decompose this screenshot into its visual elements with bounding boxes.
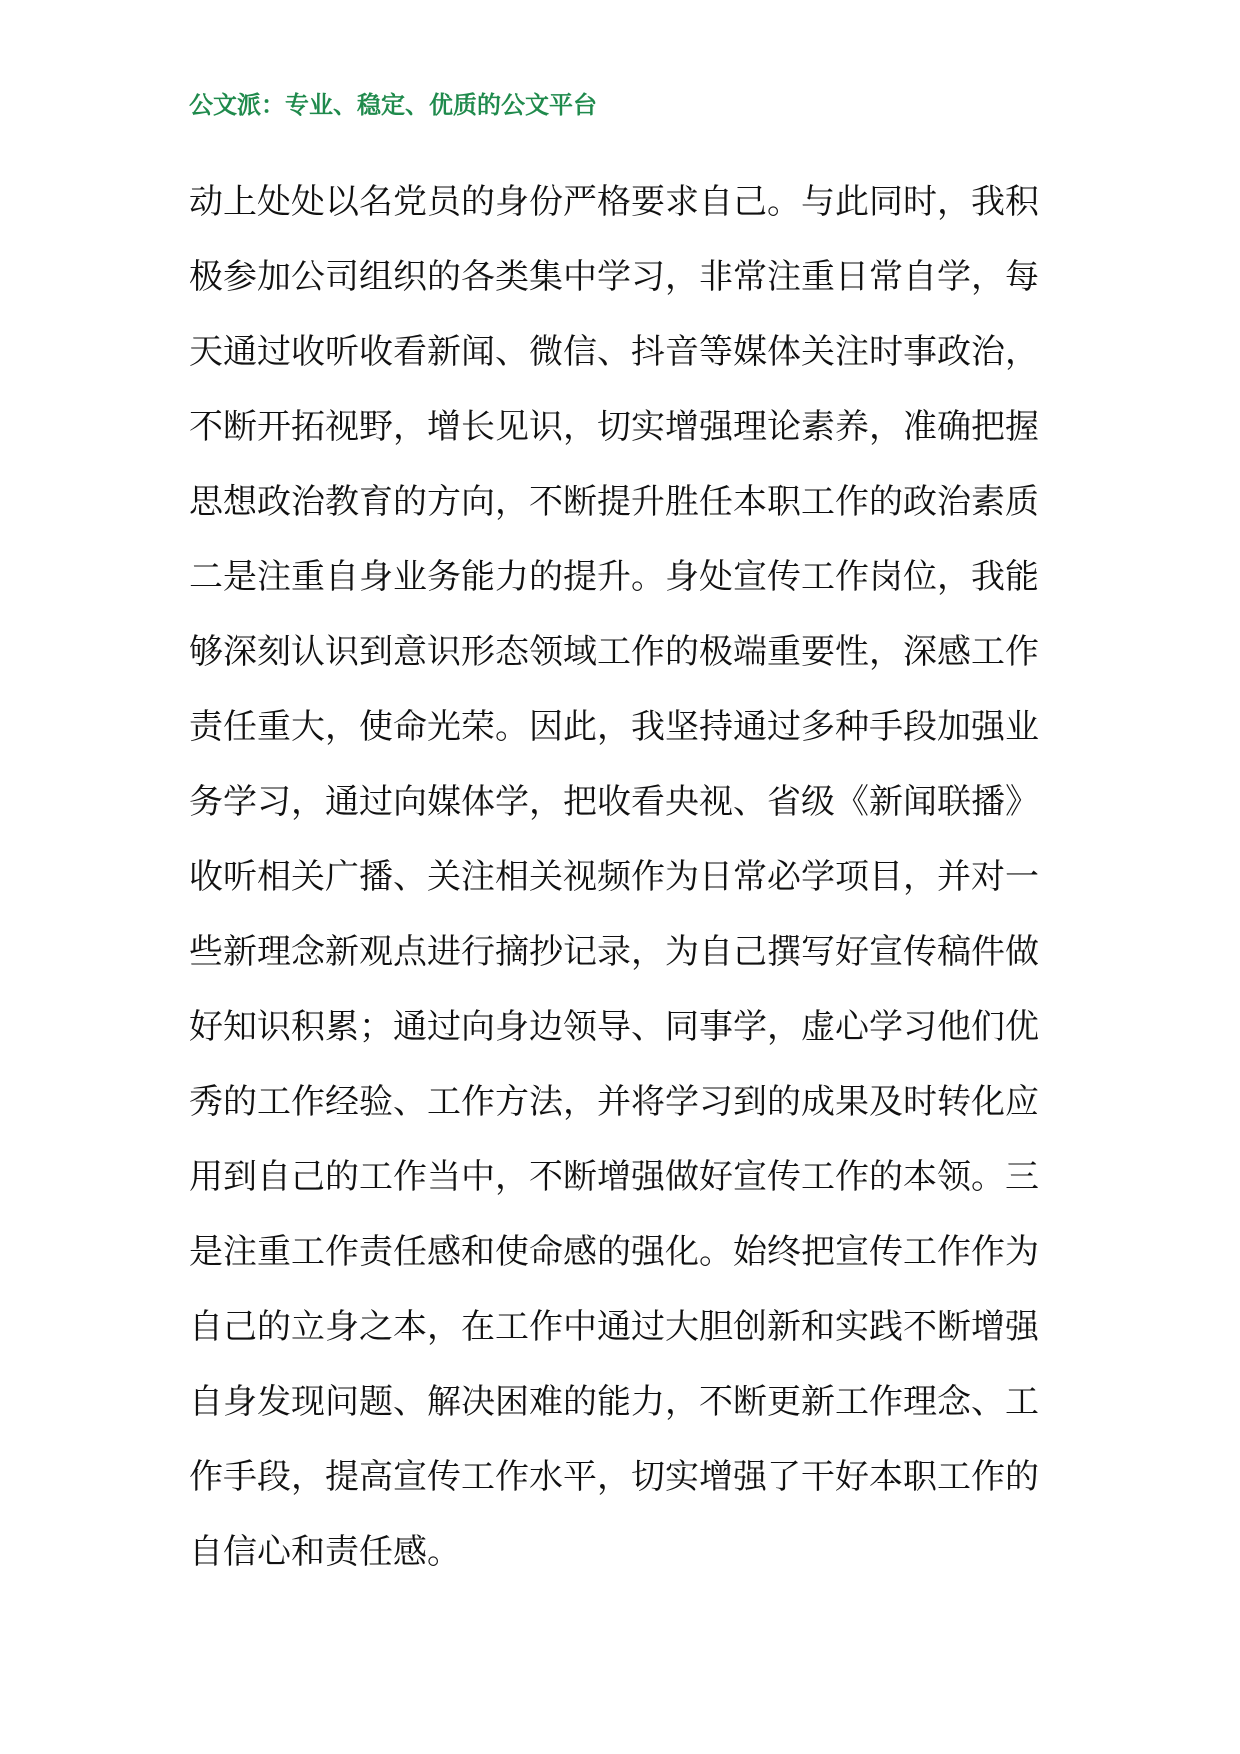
- text-line: 极参加公司组织的各类集中学习，非常注重日常自学，每: [189, 257, 1039, 297]
- header-title: 公文派：专业、稳定、优质的公文平台: [189, 90, 597, 119]
- text-line: 二是注重自身业务能力的提升。身处宣传工作岗位，我能: [189, 557, 1039, 597]
- text-line: 好知识积累；通过向身边领导、同事学，虚心学习他们优: [189, 1007, 1039, 1047]
- text-line: 是注重工作责任感和使命感的强化。始终把宣传工作作为: [189, 1232, 1039, 1272]
- text-line: 够深刻认识到意识形态领域工作的极端重要性，深感工作: [189, 632, 1039, 672]
- text-line: 责任重大，使命光荣。因此，我坚持通过多种手段加强业: [189, 707, 1039, 747]
- text-line: 用到自己的工作当中，不断增强做好宣传工作的本领。三: [189, 1157, 1039, 1197]
- text-line: 些新理念新观点进行摘抄记录，为自己撰写好宣传稿件做: [189, 932, 1039, 972]
- text-line: 动上处处以名党员的身份严格要求自己。与此同时，我积: [189, 182, 1039, 222]
- text-line: 作手段，提高宣传工作水平，切实增强了干好本职工作的: [189, 1457, 1039, 1497]
- text-line: 务学习，通过向媒体学，把收看央视、省级《新闻联播》: [189, 782, 1039, 822]
- body-text: [189, 165, 1059, 1590]
- text-line: 不断开拓视野，增长见识，切实增强理论素养，准确把握: [189, 407, 1039, 447]
- text-line: 收听相关广播、关注相关视频作为日常必学项目，并对一: [189, 857, 1039, 897]
- text-line: 自己的立身之本，在工作中通过大胆创新和实践不断增强: [189, 1307, 1039, 1347]
- text-line: 自信心和责任感。: [189, 1532, 461, 1572]
- text-line: 天通过收听收看新闻、微信、抖音等媒体关注时事政治，: [189, 332, 1039, 372]
- text-line: 秀的工作经验、工作方法，并将学习到的成果及时转化应: [189, 1082, 1039, 1122]
- text-line: 思想政治教育的方向，不断提升胜任本职工作的政治素质: [189, 482, 1039, 522]
- text-line: 自身发现问题、解决困难的能力，不断更新工作理念、工: [189, 1382, 1039, 1422]
